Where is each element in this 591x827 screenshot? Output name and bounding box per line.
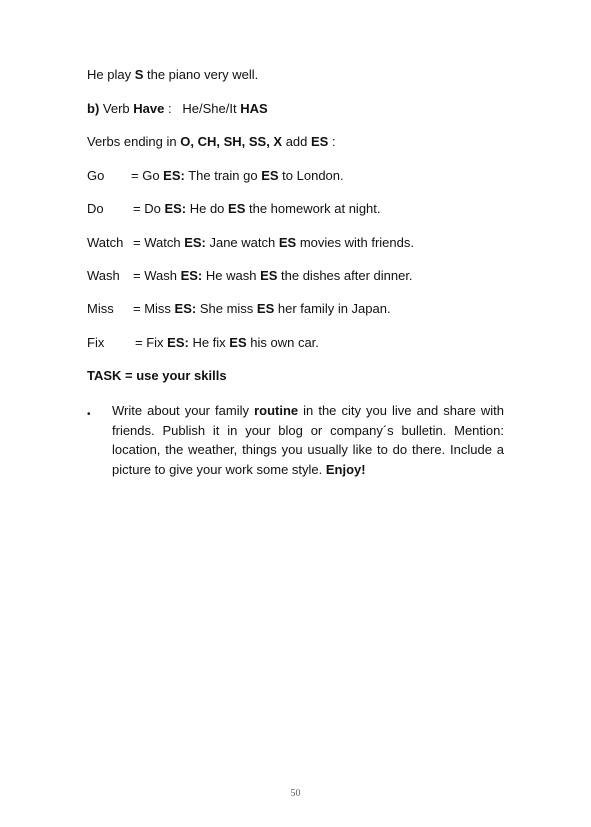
verb-es-2: ES — [229, 335, 247, 350]
verb-es-2: ES — [278, 235, 297, 250]
rule-post: : — [328, 134, 336, 149]
verb-base: Miss — [87, 301, 114, 316]
verb-sentence-2: the dishes after dinner. — [277, 268, 413, 283]
verb-sentence-1: He fix — [188, 335, 230, 350]
task-text-bold: routine — [254, 403, 299, 418]
verb-es: ES: — [164, 201, 187, 216]
task-description — [112, 401, 504, 479]
verb-row — [87, 268, 413, 284]
verb-sentence-1: She miss — [196, 301, 257, 316]
verb-base: Go — [87, 168, 105, 183]
verb-sentence-2: the homework at night. — [245, 201, 381, 216]
verb-eq: = Fix — [135, 335, 168, 350]
verb-es: ES: — [184, 235, 206, 250]
verb-sentence-1: Jane watch — [205, 235, 279, 250]
intro-bold: S — [134, 67, 144, 82]
verb-eq: = Do — [133, 201, 165, 216]
verb-row — [87, 168, 344, 184]
rule-endings: O, CH, SH, SS, X — [180, 134, 283, 149]
verb-base: Do — [87, 201, 104, 216]
section-b-text2: : He/She/It — [164, 101, 241, 116]
verb-es: ES: — [163, 168, 185, 183]
verb-eq: = Watch — [133, 235, 185, 250]
verb-es: ES: — [174, 301, 197, 316]
verb-es-2: ES — [256, 301, 275, 316]
page-number: 50 — [290, 788, 301, 799]
verb-eq: = Miss — [133, 301, 175, 316]
section-b-text1: Verb — [99, 101, 134, 116]
task-title: TASK = use your skills — [87, 368, 227, 383]
verb-base: Watch — [87, 235, 124, 250]
verb-sentence-1: He wash — [202, 268, 261, 283]
intro-pre: He play — [87, 67, 135, 82]
section-b-heading — [87, 101, 268, 117]
verb-row — [87, 201, 381, 217]
verb-es-2: ES — [261, 168, 279, 183]
verb-sentence-1: The train go — [184, 168, 262, 183]
verb-eq: = Wash — [133, 268, 181, 283]
bullet-icon: • — [87, 409, 91, 420]
section-b-form: HAS — [240, 101, 268, 116]
verb-base: Fix — [87, 335, 105, 350]
task-text-end: Enjoy! — [325, 461, 366, 477]
verb-es: ES: — [180, 268, 203, 283]
verb-sentence-2: his own car. — [246, 335, 319, 350]
intro-post: the piano very well. — [143, 67, 259, 82]
verb-sentence-2: to London. — [278, 168, 344, 183]
intro-sentence — [87, 67, 258, 83]
verb-row — [87, 301, 391, 317]
section-b-label: b) — [87, 101, 100, 116]
verb-sentence-1: He do — [186, 201, 229, 216]
rule-pre: Verbs ending in — [87, 134, 181, 149]
rule-suffix: ES — [311, 134, 329, 149]
verb-row — [87, 335, 319, 351]
verb-base: Wash — [87, 268, 120, 283]
verb-es-2: ES — [260, 268, 278, 283]
verb-sentence-2: her family in Japan. — [274, 301, 391, 316]
verb-sentence-2: movies with friends. — [296, 235, 414, 250]
task-text-mid: in the city you live and share with friends. Publish it in your blog or company´s bulletin. Mention: location, the weather, things you usually like to do there. Include a picture to give your work some style. — [112, 403, 504, 477]
rule-mid: add — [282, 134, 312, 149]
verb-eq: = Go — [131, 168, 164, 183]
task-text-pre: Write about your family — [112, 403, 255, 418]
verb-es: ES: — [167, 335, 189, 350]
rule-sentence — [87, 134, 336, 150]
section-b-verb: Have — [133, 101, 165, 116]
verb-row — [87, 235, 414, 251]
verb-es-2: ES — [228, 201, 246, 216]
